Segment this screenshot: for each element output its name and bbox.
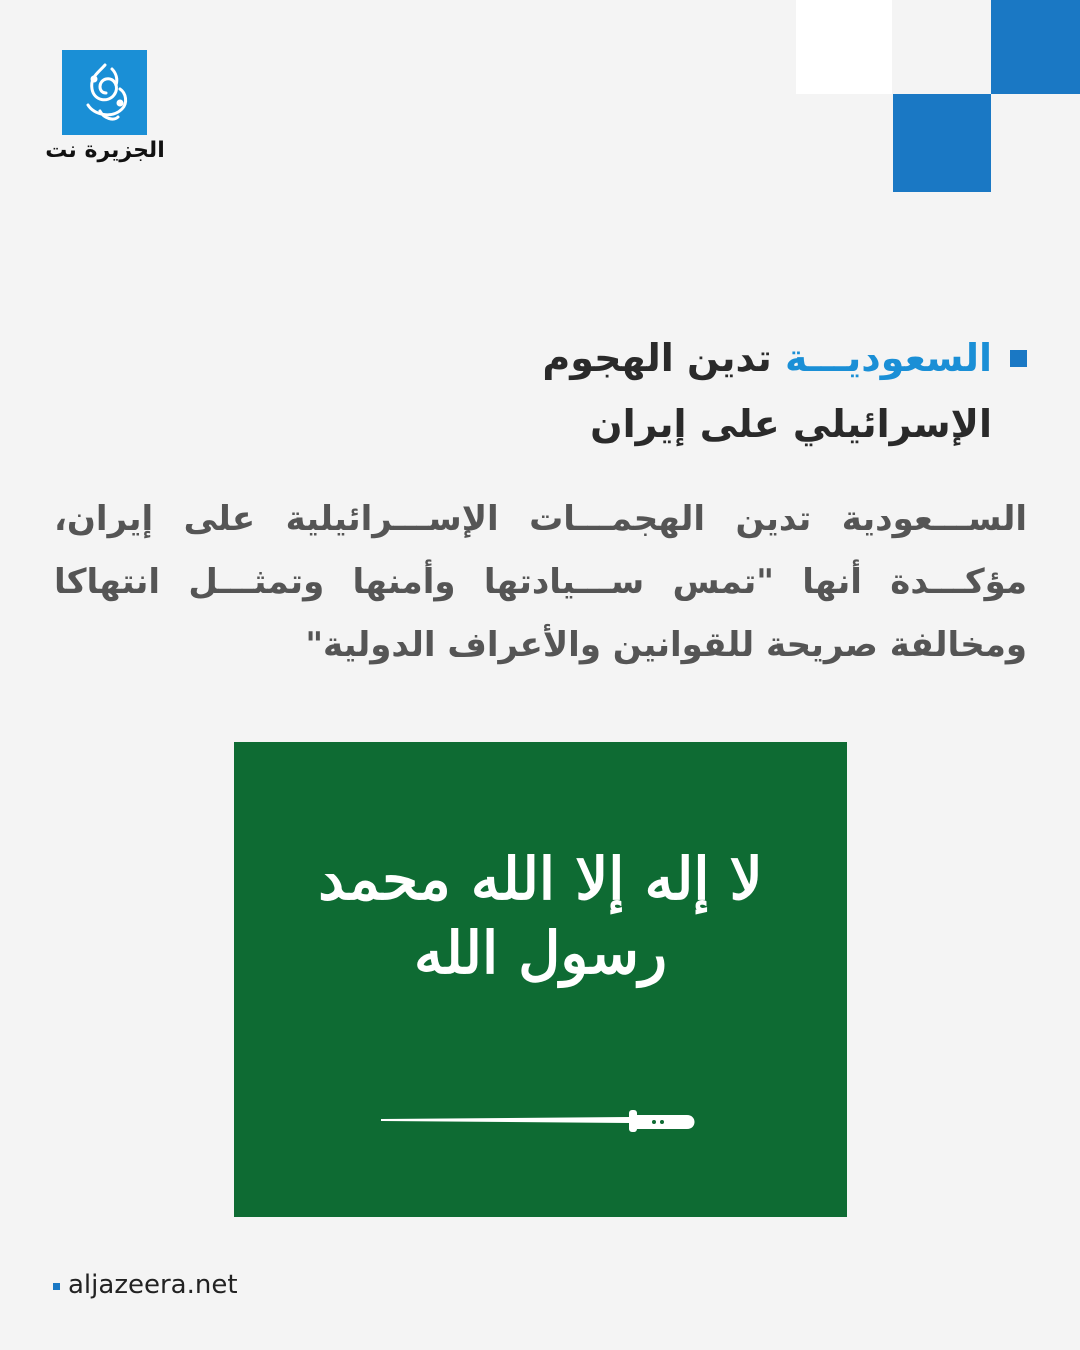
headline <box>432 325 992 457</box>
footer <box>53 1270 238 1300</box>
headline-rest: تدين الهجوم <box>542 336 772 380</box>
decor-square-white <box>796 0 892 94</box>
logo-caption: الجزيرة نت <box>45 138 165 163</box>
decor-square-blue <box>893 94 991 192</box>
footer-site-link[interactable]: aljazeera.net <box>68 1270 238 1300</box>
saudi-flag <box>234 742 847 1217</box>
aljazeera-logo <box>62 50 147 135</box>
footer-bullet <box>53 1283 60 1290</box>
headline-line2: الإسرائيلي على إيران <box>590 402 992 446</box>
sword-icon <box>379 1104 699 1136</box>
flag-shahada-text: لا إله إلا الله محمد رسول الله <box>318 845 763 987</box>
headline-bullet <box>1010 350 1027 367</box>
decor-square-blue-top <box>991 0 1080 94</box>
body-paragraph: الســـعودية تدين الهجمـــات الإســـرائيلية على إيران، مؤكـــدة أنها "تمس ســـيادتها وأمنها وتمثـــل انتهاكا ومخالفة صريحة للقوانين والأعراف الدولية" <box>54 499 1027 665</box>
aljazeera-calligraphy-icon <box>74 59 136 127</box>
headline-highlight: السعوديـــة <box>784 336 992 380</box>
